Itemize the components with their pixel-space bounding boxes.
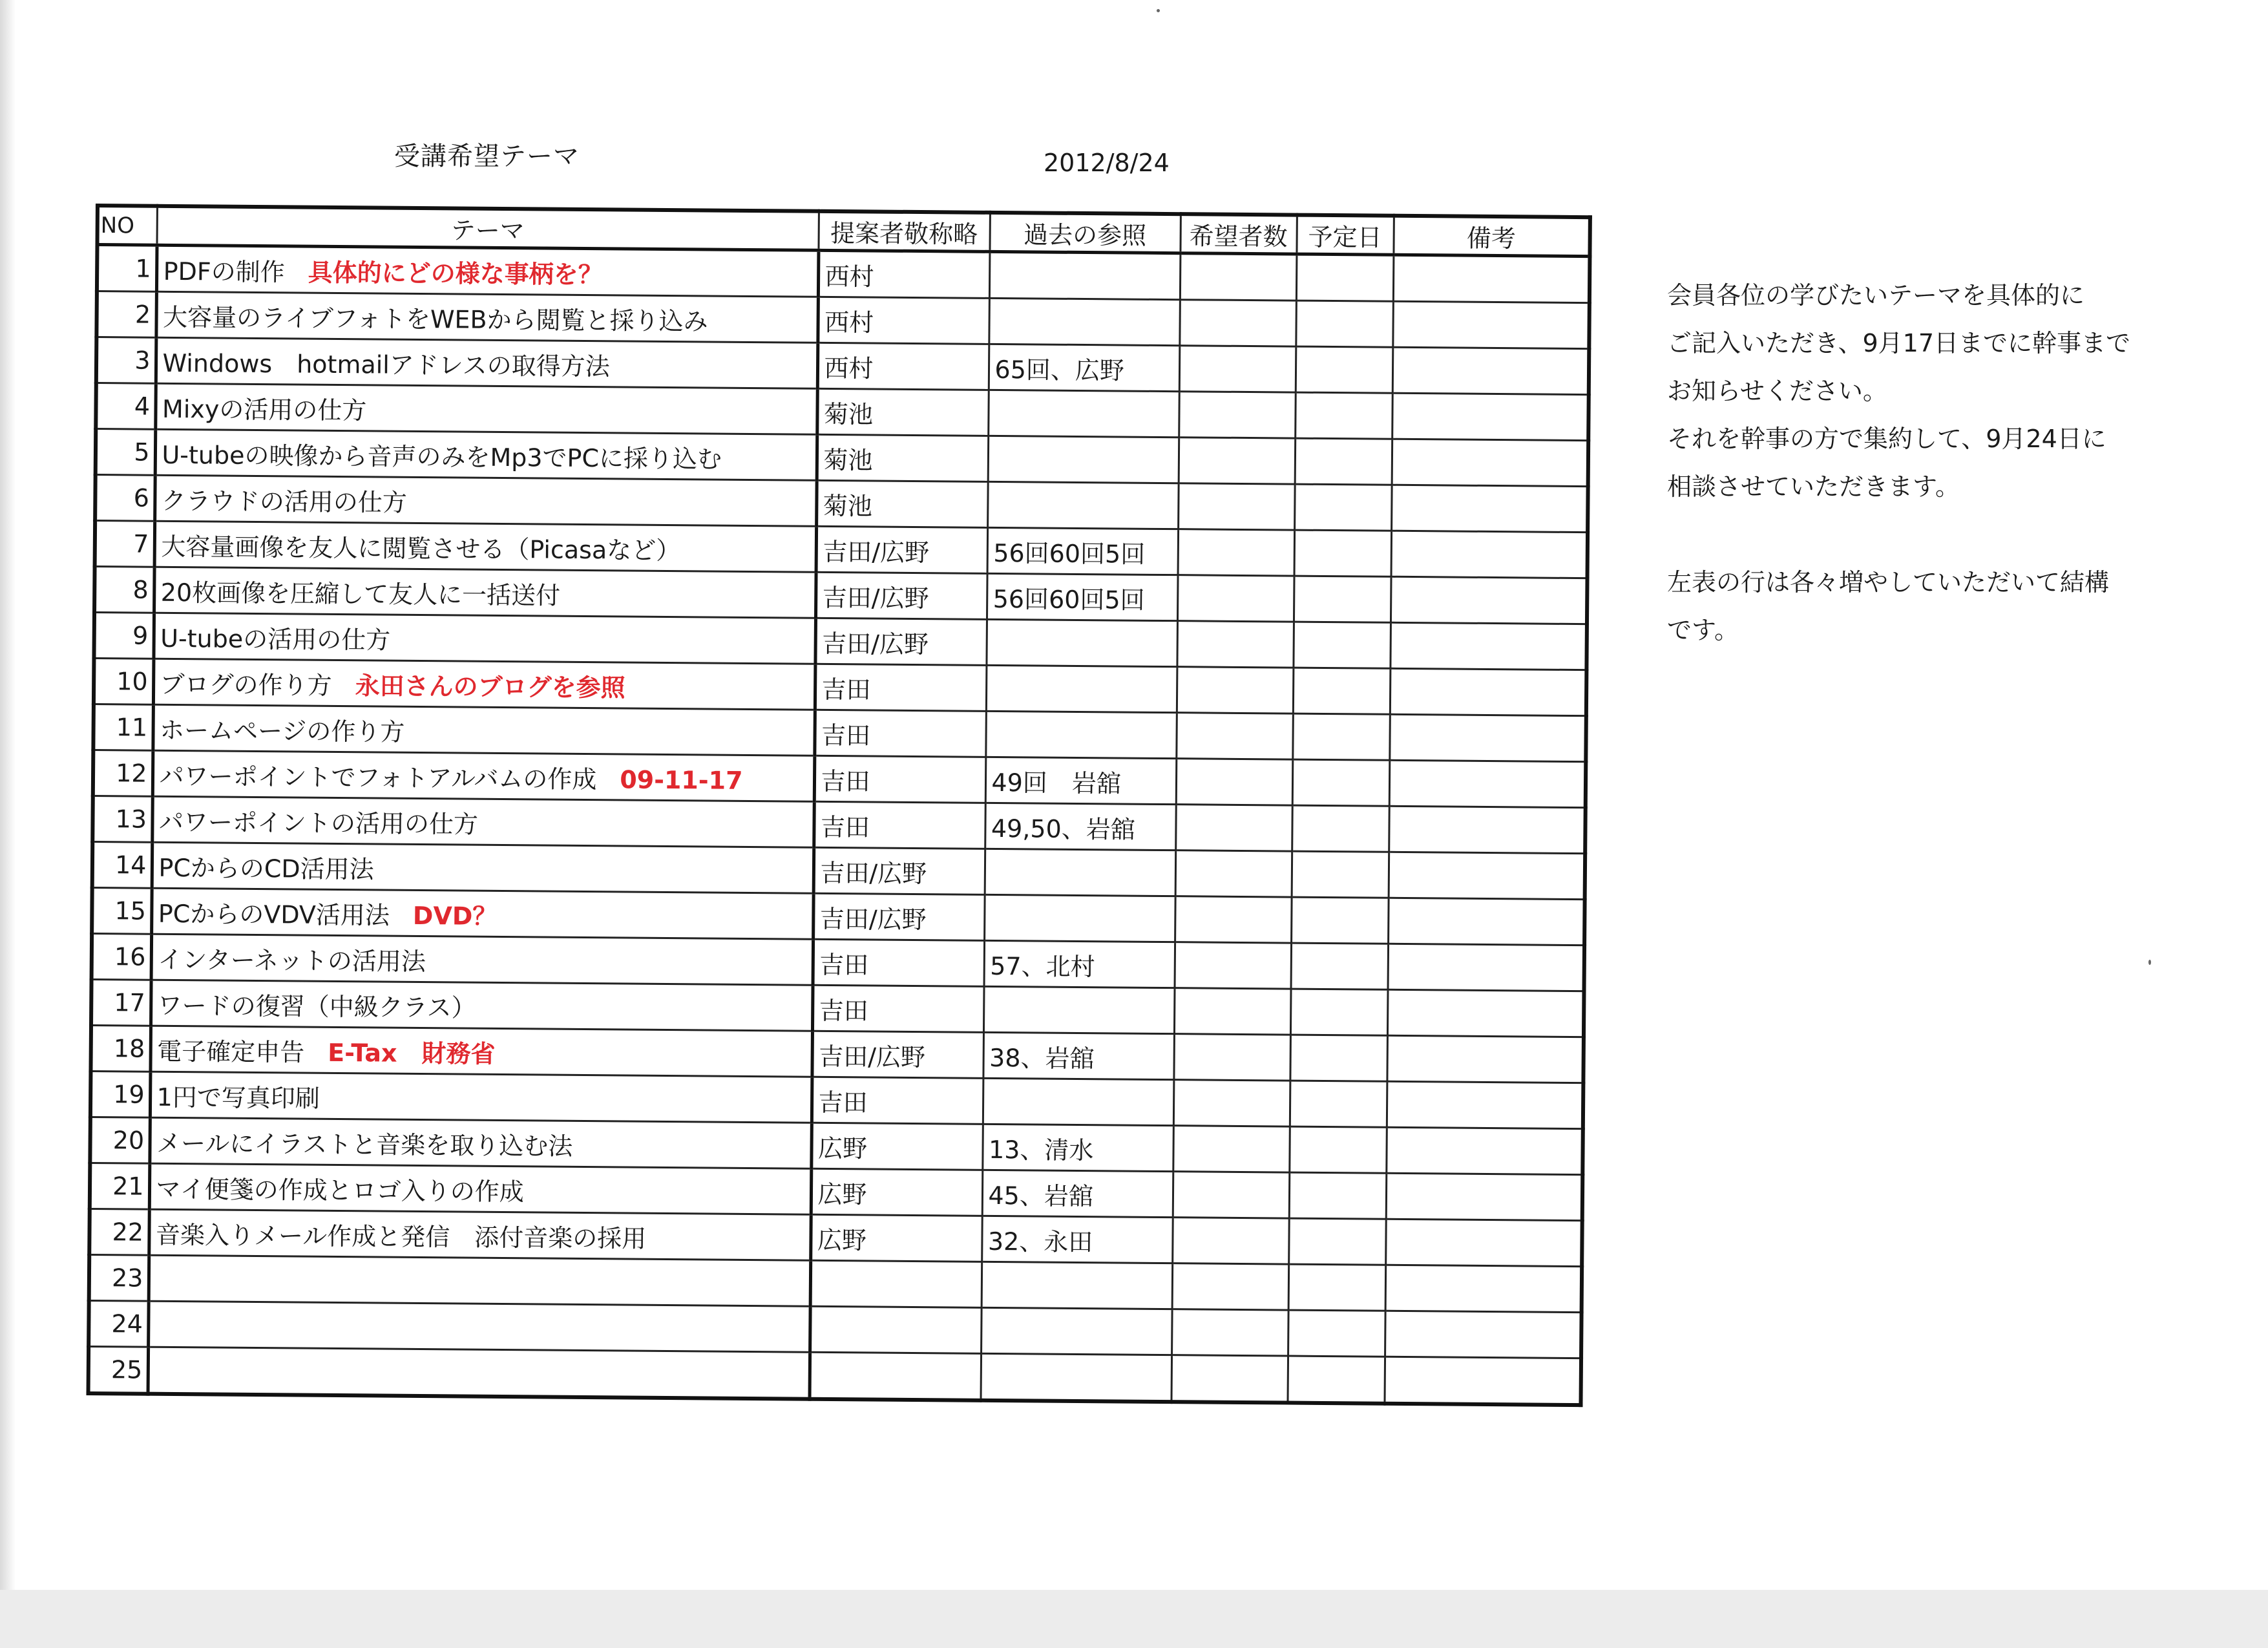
row-remarks — [1392, 301, 1590, 348]
row-applicants — [1172, 1263, 1289, 1310]
row-scheduled-date — [1292, 805, 1389, 852]
row-remarks — [1388, 944, 1585, 991]
row-remarks — [1392, 439, 1589, 486]
row-proposer: 吉田 — [814, 755, 986, 803]
row-proposer: 吉田 — [812, 985, 984, 1032]
row-number: 7 — [95, 521, 155, 567]
row-scheduled-date — [1294, 530, 1392, 576]
theme-text: Mixyの活用の仕方 — [162, 394, 367, 425]
side-note-line: 相談させていただきます。 — [1667, 472, 1960, 501]
row-applicants — [1176, 759, 1293, 805]
row-number: 16 — [92, 933, 152, 980]
row-remarks — [1385, 1265, 1582, 1312]
row-applicants — [1173, 1034, 1290, 1081]
row-remarks — [1389, 852, 1586, 899]
theme-annotation: 具体的にどの様な事柄を？ — [308, 258, 603, 289]
row-past-reference — [982, 1262, 1173, 1309]
theme-text: 1円で写真印刷 — [156, 1083, 320, 1113]
row-past-reference — [989, 251, 1181, 299]
row-past-reference: 13、清水 — [982, 1124, 1173, 1171]
theme-text: インターネットの活用法 — [158, 945, 426, 976]
scan-edge-shadow — [0, 0, 16, 1648]
row-proposer: 吉田/広野 — [815, 572, 987, 619]
row-remarks — [1387, 1081, 1584, 1128]
row-remarks — [1390, 622, 1587, 670]
row-number: 20 — [90, 1117, 150, 1163]
theme-text: メールにイラストと音楽を取り込む法 — [156, 1128, 573, 1161]
row-proposer: 吉田 — [814, 801, 985, 849]
row-remarks — [1389, 806, 1586, 853]
theme-text: ワードの復習（中級クラス） — [157, 991, 476, 1022]
row-remarks — [1390, 668, 1587, 715]
row-theme — [154, 475, 817, 526]
theme-annotation: E-Tax 財務省 — [328, 1038, 496, 1068]
row-proposer: 菊池 — [817, 388, 989, 436]
theme-annotation: DVD？ — [412, 901, 498, 931]
row-remarks — [1389, 714, 1586, 761]
row-applicants — [1171, 1355, 1288, 1403]
row-scheduled-date — [1296, 301, 1393, 347]
row-number: 6 — [95, 475, 155, 522]
row-proposer: 吉田/広野 — [812, 1031, 983, 1078]
row-applicants — [1180, 253, 1297, 301]
theme-annotation: 09-11-17 — [620, 765, 743, 795]
row-applicants — [1175, 850, 1292, 897]
row-theme — [153, 659, 815, 710]
row-number: 4 — [96, 383, 156, 430]
row-scheduled-date — [1295, 392, 1392, 439]
row-number: 2 — [96, 291, 156, 338]
row-applicants — [1175, 896, 1292, 943]
side-note-line: 会員各位の学びたいテーマを具体的に — [1667, 281, 2085, 310]
theme-text: 音楽入りメール作成と発信 添付音楽の採用 — [155, 1220, 647, 1253]
row-theme — [150, 1026, 812, 1077]
row-scheduled-date — [1294, 484, 1392, 531]
row-number: 9 — [94, 613, 154, 659]
row-past-reference: 56回60回5回 — [987, 527, 1179, 575]
row-past-reference — [983, 1078, 1174, 1125]
row-scheduled-date — [1292, 759, 1390, 806]
row-theme — [148, 1347, 810, 1399]
side-note-line: です。 — [1667, 616, 1739, 644]
row-proposer: 広野 — [811, 1168, 983, 1216]
row-proposer: 西村 — [818, 250, 990, 298]
row-theme — [150, 1072, 812, 1123]
row-scheduled-date — [1289, 1126, 1387, 1173]
side-note-line: それを幹事の方で集約して、9月24日に — [1667, 425, 2106, 453]
row-remarks — [1385, 1311, 1582, 1358]
row-remarks — [1391, 485, 1588, 532]
scan-speck — [1157, 9, 1160, 12]
row-number: 10 — [94, 659, 154, 705]
row-applicants — [1173, 1172, 1290, 1218]
row-theme — [152, 750, 815, 801]
theme-text: 20枚画像を圧縮して友人に一括送付 — [160, 578, 561, 610]
row-applicants — [1177, 621, 1294, 668]
row-remarks — [1388, 898, 1585, 945]
header-proposer: 提案者敬称略 — [818, 211, 989, 252]
header-scheduled-date: 予定日 — [1296, 215, 1393, 255]
row-number: 1 — [97, 245, 157, 292]
row-remarks — [1386, 1127, 1583, 1174]
row-number: 24 — [89, 1300, 149, 1347]
row-number: 18 — [90, 1025, 151, 1072]
row-proposer: 菊池 — [817, 434, 989, 481]
row-past-reference — [985, 849, 1176, 896]
row-theme — [152, 796, 814, 847]
row-applicants — [1174, 988, 1291, 1035]
row-theme — [156, 291, 818, 343]
row-applicants — [1179, 346, 1296, 392]
row-theme — [156, 245, 819, 297]
row-scheduled-date — [1293, 622, 1391, 668]
row-applicants — [1179, 300, 1296, 346]
row-past-reference — [989, 298, 1180, 345]
theme-text: パワーポイントでフォトアルバムの作成 — [159, 761, 597, 794]
row-theme — [148, 1301, 810, 1352]
row-remarks — [1385, 1219, 1582, 1266]
row-past-reference: 56回60回5回 — [987, 573, 1178, 620]
row-proposer: 吉田/広野 — [815, 618, 987, 665]
row-theme — [156, 337, 818, 388]
header-no: NO — [98, 206, 157, 245]
theme-annotation: 永田さんのブログを参照 — [355, 671, 625, 702]
row-remarks — [1389, 760, 1586, 807]
row-scheduled-date — [1296, 254, 1394, 301]
row-scheduled-date — [1294, 576, 1391, 622]
row-applicants — [1176, 713, 1293, 759]
row-applicants — [1173, 1080, 1290, 1126]
row-past-reference — [988, 390, 1179, 437]
row-past-reference: 32、永田 — [982, 1216, 1173, 1263]
row-proposer: 西村 — [817, 343, 989, 390]
theme-text: 大容量画像を友人に閲覧させる（Picasaなど） — [161, 532, 681, 565]
row-scheduled-date — [1292, 851, 1389, 898]
row-remarks — [1386, 1173, 1583, 1220]
row-past-reference — [981, 1307, 1172, 1355]
row-theme — [154, 567, 816, 618]
row-scheduled-date — [1290, 1035, 1387, 1081]
row-theme — [149, 1255, 811, 1306]
row-scheduled-date — [1291, 943, 1389, 989]
row-proposer — [810, 1260, 982, 1307]
row-proposer: 吉田 — [813, 939, 985, 986]
row-past-reference: 57、北村 — [984, 940, 1175, 988]
row-theme — [149, 1163, 812, 1214]
row-number: 11 — [93, 704, 153, 750]
row-past-reference — [986, 619, 1177, 666]
row-number: 19 — [90, 1071, 151, 1117]
row-scheduled-date — [1295, 438, 1392, 485]
row-proposer — [810, 1306, 982, 1353]
header-applicants: 希望者数 — [1180, 214, 1296, 254]
row-scheduled-date — [1290, 989, 1388, 1035]
row-past-reference — [980, 1353, 1171, 1402]
row-number: 5 — [96, 429, 156, 476]
side-note-line: ご記入いただき、9月17日までに幹事まで — [1667, 329, 2131, 357]
row-scheduled-date — [1288, 1264, 1386, 1311]
document-date: 2012/8/24 — [1044, 149, 1170, 177]
row-scheduled-date — [1288, 1218, 1386, 1265]
row-applicants — [1175, 942, 1292, 989]
row-past-reference — [986, 665, 1177, 712]
side-note-line: 左表の行は各々増やしていただいて結構 — [1667, 568, 2110, 597]
row-applicants — [1171, 1309, 1288, 1356]
row-theme — [149, 1209, 811, 1260]
row-proposer: 吉田/広野 — [813, 893, 985, 940]
header-remarks: 備考 — [1393, 216, 1590, 257]
row-remarks — [1392, 393, 1589, 440]
row-number: 14 — [92, 841, 152, 888]
row-past-reference: 45、岩舘 — [982, 1170, 1173, 1217]
theme-table-wrapper — [86, 204, 1588, 1472]
row-scheduled-date — [1292, 713, 1390, 760]
row-theme — [152, 704, 815, 755]
row-number: 25 — [89, 1346, 149, 1393]
row-past-reference: 49回 岩舘 — [985, 757, 1177, 804]
theme-text: マイ便箋の作成とロゴ入りの作成 — [156, 1174, 524, 1206]
row-number: 23 — [89, 1254, 149, 1301]
row-proposer — [810, 1352, 982, 1400]
scan-bottom-strip — [0, 1590, 2268, 1648]
row-theme — [151, 888, 814, 939]
row-number: 22 — [89, 1209, 149, 1255]
row-number: 15 — [92, 887, 152, 934]
row-remarks — [1391, 531, 1588, 578]
row-proposer: 吉田 — [812, 1077, 983, 1124]
row-applicants — [1178, 483, 1295, 530]
row-past-reference — [983, 986, 1175, 1033]
row-applicants — [1177, 667, 1294, 713]
table-body — [89, 245, 1590, 1406]
row-scheduled-date — [1296, 346, 1393, 393]
theme-text: クラウドの活用の仕方 — [161, 486, 408, 517]
row-number: 13 — [92, 796, 152, 842]
row-applicants — [1172, 1218, 1289, 1264]
row-proposer: 西村 — [817, 297, 989, 344]
row-scheduled-date — [1289, 1172, 1387, 1219]
theme-text: U-tubeの活用の仕方 — [160, 624, 391, 655]
row-number: 8 — [94, 567, 154, 613]
row-past-reference: 49,50、岩舘 — [985, 803, 1176, 850]
row-remarks — [1387, 989, 1584, 1037]
theme-text: U-tubeの映像から音声のみをMp3でPCに採り込む — [162, 440, 722, 474]
row-remarks — [1392, 347, 1590, 394]
theme-text: 大容量のライブフォトをWEBから閲覧と採り込み — [162, 302, 708, 335]
row-remarks — [1393, 255, 1590, 302]
row-applicants — [1179, 438, 1296, 484]
row-past-reference — [985, 711, 1177, 758]
row-proposer: 吉田/広野 — [816, 526, 988, 573]
theme-text: ブログの作り方 — [160, 670, 332, 700]
row-theme — [149, 1117, 812, 1168]
row-applicants — [1177, 575, 1294, 622]
theme-request-table — [87, 204, 1592, 1407]
row-theme — [152, 842, 814, 893]
header-past-reference: 過去の参照 — [989, 213, 1180, 253]
row-proposer: 吉田/広野 — [814, 847, 985, 894]
row-scheduled-date — [1288, 1310, 1385, 1357]
theme-text: PCからのVDV活用法 — [158, 899, 390, 930]
row-number: 12 — [93, 750, 153, 796]
row-past-reference — [987, 481, 1179, 529]
row-applicants — [1175, 805, 1292, 851]
row-theme — [154, 521, 817, 572]
row-scheduled-date — [1290, 1081, 1387, 1127]
row-theme — [153, 613, 815, 664]
row-applicants — [1179, 392, 1296, 438]
side-note-line — [1667, 511, 2223, 558]
row-theme — [155, 429, 817, 480]
theme-text: PCからのCD活用法 — [158, 853, 374, 883]
row-proposer: 吉田 — [814, 710, 986, 757]
row-remarks — [1384, 1357, 1581, 1405]
row-scheduled-date — [1291, 897, 1389, 944]
theme-text: ホームページの作り方 — [159, 715, 405, 746]
row-number: 3 — [96, 337, 156, 384]
row-proposer: 吉田 — [815, 664, 987, 711]
row-scheduled-date — [1293, 668, 1391, 714]
theme-text: PDFの制作 — [163, 257, 285, 286]
row-remarks — [1387, 1035, 1584, 1083]
document-title: 受講希望テーマ — [394, 142, 580, 171]
row-past-reference: 65回、広野 — [989, 344, 1180, 391]
theme-text: Windows hotmailアドレスの取得方法 — [162, 348, 610, 381]
row-theme — [151, 980, 813, 1031]
row-proposer: 菊池 — [816, 480, 988, 527]
theme-text: 電子確定申告 — [157, 1037, 305, 1067]
theme-text: パワーポイントの活用の仕方 — [158, 807, 479, 839]
row-past-reference — [988, 436, 1179, 483]
side-note-line: お知らせください。 — [1667, 377, 1887, 405]
side-note — [1667, 271, 2223, 654]
row-past-reference — [984, 894, 1175, 942]
header-theme: テーマ — [156, 206, 818, 251]
row-proposer: 広野 — [810, 1214, 982, 1262]
row-number: 21 — [90, 1163, 150, 1209]
row-applicants — [1173, 1126, 1290, 1172]
row-theme — [151, 934, 814, 985]
row-scheduled-date — [1287, 1356, 1385, 1404]
row-theme — [155, 383, 817, 434]
row-proposer: 広野 — [811, 1123, 983, 1170]
row-past-reference: 38、岩舘 — [983, 1032, 1174, 1079]
row-remarks — [1391, 576, 1588, 624]
row-applicants — [1178, 529, 1295, 576]
row-number: 17 — [91, 979, 151, 1026]
scan-speck — [2148, 960, 2151, 965]
